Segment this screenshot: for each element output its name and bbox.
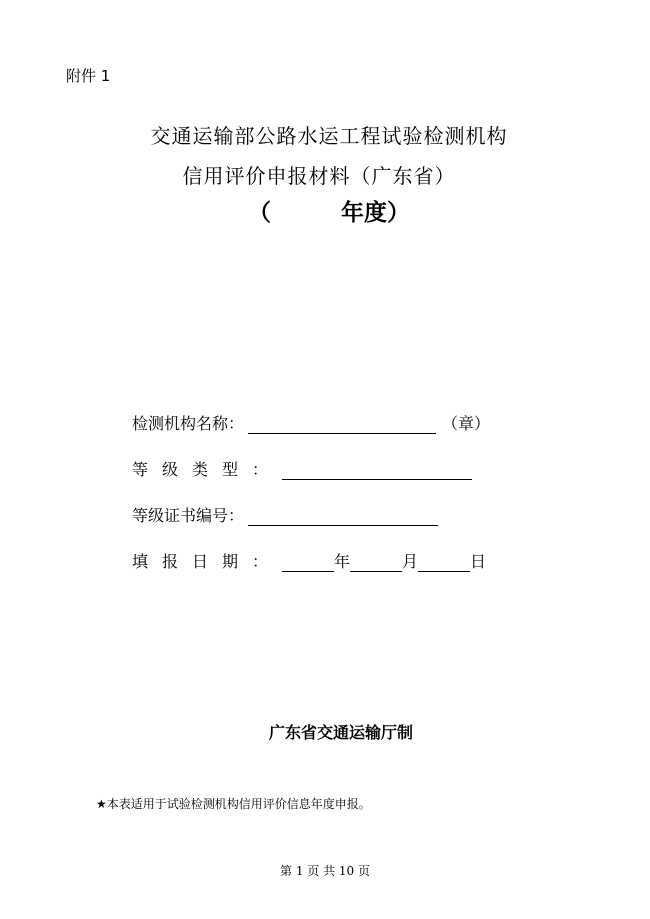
document-title-line1: 交通运输部公路水运工程试验检测机构 (150, 124, 508, 148)
year-unit: 年 (334, 552, 351, 571)
year-field[interactable] (282, 553, 334, 572)
page-number: 第 1 页 共 10 页 (280, 864, 370, 878)
year-open-paren: （ (248, 200, 271, 226)
issuing-authority: 广东省交通运输厅制 (268, 723, 413, 742)
cert-no-label: 等级证书编号： (132, 506, 245, 525)
grade-type-field[interactable] (282, 461, 472, 480)
document-title-year (4, 194, 650, 227)
year-label: 年度） (341, 200, 410, 226)
seal-note: （章） (442, 414, 491, 433)
grade-type-row (132, 457, 472, 480)
month-unit: 月 (402, 552, 419, 571)
attachment-label: 附件 1 (66, 67, 111, 85)
fill-date-label: 填报日期： (132, 552, 283, 571)
usage-note: ★本表适用于试验检测机构信用评价信息年度申报。 (96, 797, 371, 811)
cert-no-row (132, 503, 438, 526)
org-name-label: 检测机构名称： (132, 414, 245, 433)
day-field[interactable] (418, 553, 470, 572)
month-field[interactable] (350, 553, 402, 572)
document-title-line2: 信用评价申报材料（广东省） (182, 164, 456, 188)
grade-type-label: 等级类型： (132, 460, 283, 479)
day-unit: 日 (470, 552, 487, 571)
cert-no-field[interactable] (248, 507, 438, 526)
org-name-field[interactable] (248, 415, 436, 434)
fill-date-row (132, 549, 486, 572)
org-name-row (132, 411, 490, 434)
